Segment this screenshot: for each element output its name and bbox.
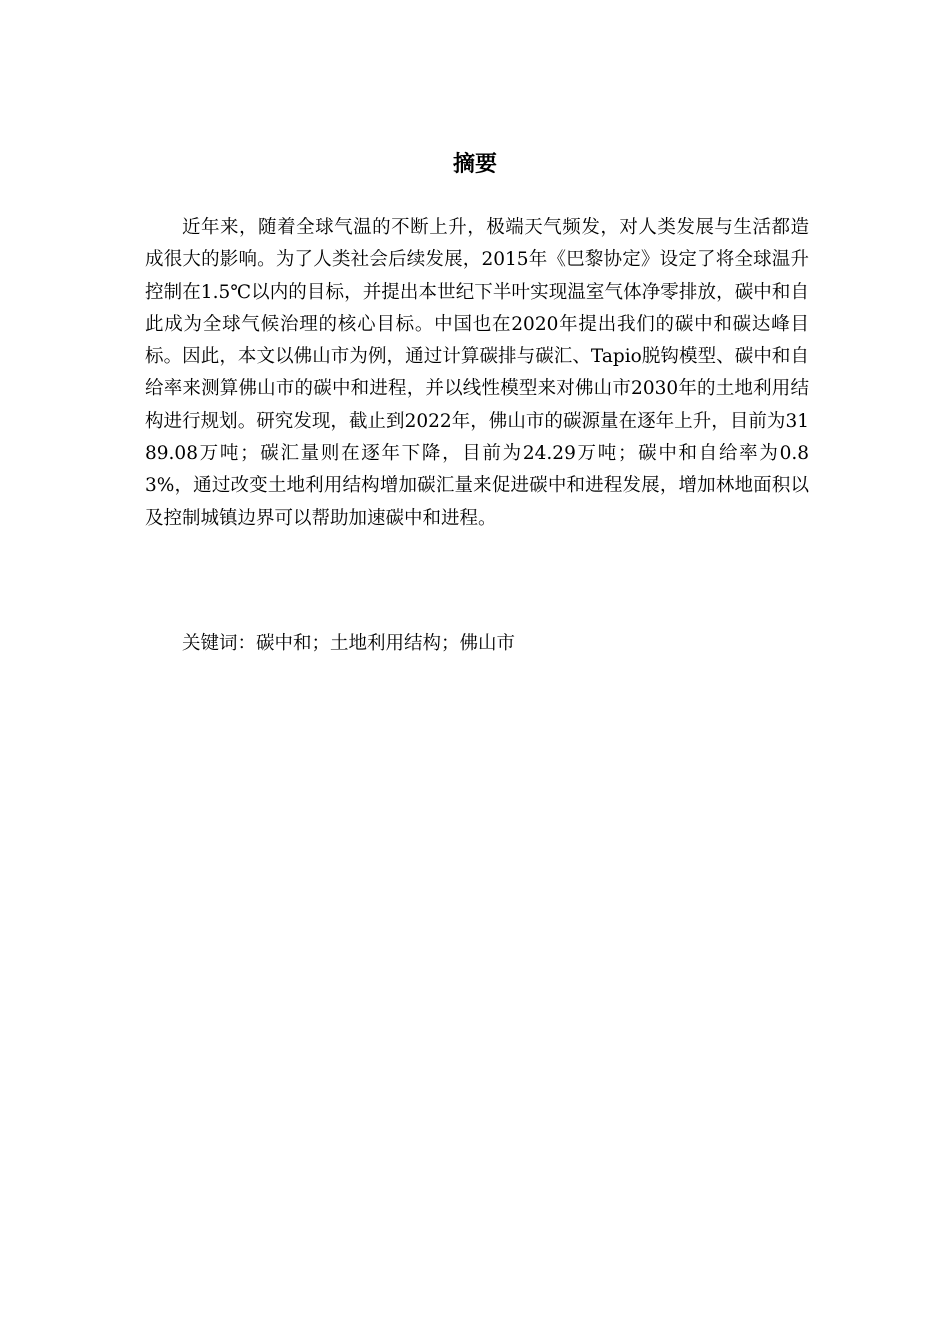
keywords-values: 碳中和；土地利用结构；佛山市 (256, 633, 516, 654)
abstract-title: 摘要 (452, 152, 497, 177)
keywords-label: 关键词： (182, 633, 257, 654)
keywords-line (182, 628, 802, 660)
abstract-body: 近年来，随着全球气温的不断上升，极端天气频发，对人类发展与生活都造成很大的影响。为了人类社会后续发展，2015年《巴黎协定》设定了将全球温升控制在1.5℃以内的目标，并提出本世纪下半叶实现温室气体净零排放，碳中和自此成为全球气候治理的核心目标。中国也在2020年提出我们的碳中和碳达峰目标。因此，本文以佛山市为例，通过计算碳排与碳汇、Tapio脱钩模型、碳中和自给率来测算佛山市的碳中和进程，并以线性模型来对佛山市2030年的土地利用结构进行规划。研究发现，截止到2022年，佛山市的碳源量在逐年上升，目前为3189.08万吨；碳汇量则在逐年下降，目前为24.29万吨；碳中和自给率为0.83%，通过改变土地利用结构增加碳汇量来促进碳中和进程发展，增加林地面积以及控制城镇边界可以帮助加速碳中和进程。 (145, 217, 809, 529)
